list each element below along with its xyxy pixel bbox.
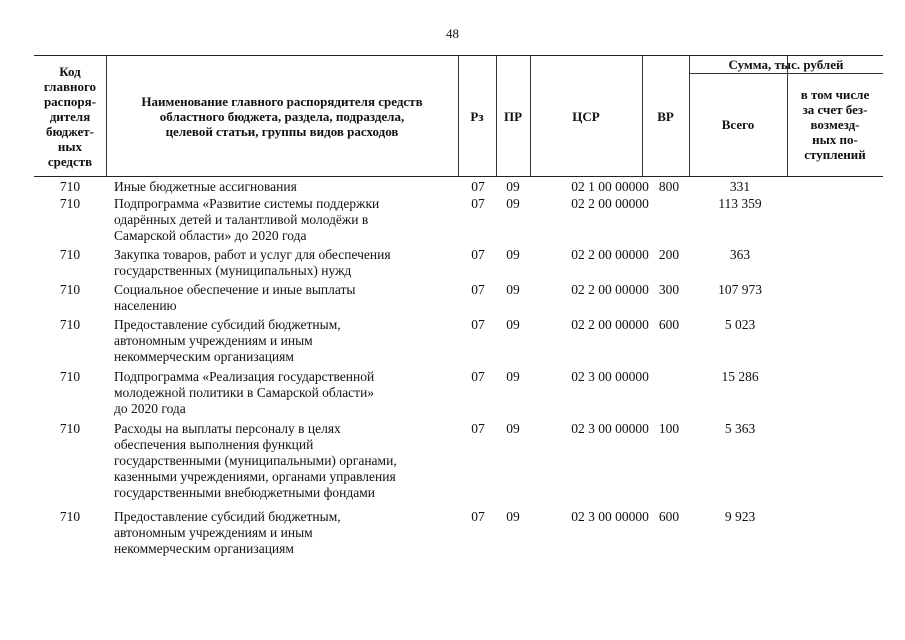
cell-csr: 02 2 00 00000 xyxy=(571,247,649,262)
cell-total: 113 359 xyxy=(718,196,762,211)
header-sum: Сумма, тыс. рублей xyxy=(728,57,844,72)
cell-rz: 07 xyxy=(471,247,485,262)
cell-name: Предоставление субсидий бюджетным, автономным учреждениям и иным некоммерческим организациям xyxy=(114,509,341,556)
cell-rz: 07 xyxy=(471,369,485,384)
cell-code: 710 xyxy=(59,369,81,384)
cell-code: 710 xyxy=(59,421,81,436)
cell-code: 710 xyxy=(59,247,81,262)
table-header xyxy=(34,55,883,177)
cell-total: 363 xyxy=(729,247,751,262)
cell-name: Закупка товаров, работ и услуг для обеспечения государственных (муниципальных) нужд xyxy=(114,247,391,278)
cell-total: 9 923 xyxy=(724,509,756,524)
cell-pr: 09 xyxy=(506,179,520,194)
cell-csr: 02 3 00 00000 xyxy=(571,509,649,524)
cell-code: 710 xyxy=(59,317,81,332)
header-code: Код главного распоря- дителя бюджет- ных средств xyxy=(43,63,97,169)
cell-pr: 09 xyxy=(506,509,520,524)
cell-pr: 09 xyxy=(506,247,520,262)
cell-total: 107 973 xyxy=(718,282,762,297)
header-name: Наименование главного распорядителя средств областного бюджета, раздела, подраздела, целевой статьи, группы видов расходов xyxy=(141,93,423,139)
cell-total: 15 286 xyxy=(721,369,759,384)
cell-csr: 02 3 00 00000 xyxy=(571,369,649,384)
header-vr: ВР xyxy=(657,108,674,124)
cell-vr: 600 xyxy=(658,317,680,332)
cell-csr: 02 1 00 00000 xyxy=(571,179,649,194)
header-incl-grants: в том числе за счет без- возмезд- ных по- ступлений xyxy=(800,87,870,162)
cell-pr: 09 xyxy=(506,317,520,332)
cell-rz: 07 xyxy=(471,509,485,524)
cell-csr: 02 2 00 00000 xyxy=(571,317,649,332)
cell-pr: 09 xyxy=(506,282,520,297)
cell-vr: 600 xyxy=(658,509,680,524)
cell-vr: 200 xyxy=(658,247,680,262)
cell-name: Социальное обеспечение и иные выплаты населению xyxy=(114,282,356,313)
header-csr: ЦСР xyxy=(572,108,600,124)
cell-name: Подпрограмма «Реализация государственной молодежной политики в Самарской области» до 2020 года xyxy=(114,369,375,416)
cell-csr: 02 2 00 00000 xyxy=(571,196,649,211)
cell-total: 331 xyxy=(729,179,751,194)
cell-rz: 07 xyxy=(471,179,485,194)
cell-pr: 09 xyxy=(506,196,520,211)
header-rz: Рз xyxy=(470,108,484,124)
cell-code: 710 xyxy=(59,282,81,297)
cell-total: 5 023 xyxy=(724,317,756,332)
cell-pr: 09 xyxy=(506,421,520,436)
header-total: Всего xyxy=(721,117,755,132)
cell-code: 710 xyxy=(59,196,81,211)
cell-vr: 100 xyxy=(658,421,680,436)
cell-code: 710 xyxy=(59,179,81,194)
cell-name: Предоставление субсидий бюджетным, автономным учреждениям и иным некоммерческим организациям xyxy=(114,317,341,364)
cell-csr: 02 2 00 00000 xyxy=(571,282,649,297)
page-number: 48 xyxy=(446,26,459,41)
cell-rz: 07 xyxy=(471,421,485,436)
cell-rz: 07 xyxy=(471,282,485,297)
cell-vr: 800 xyxy=(658,179,680,194)
cell-name: Иные бюджетные ассигнования xyxy=(114,179,297,194)
header-pr: ПР xyxy=(503,108,523,124)
cell-pr: 09 xyxy=(506,369,520,384)
cell-vr: 300 xyxy=(658,282,680,297)
cell-total: 5 363 xyxy=(724,421,756,436)
cell-code: 710 xyxy=(59,509,81,524)
cell-name: Расходы на выплаты персоналу в целях обеспечения выполнения функций государственными (муниципальными) органами, казенными учреждениями, органами управления государственными внебюджетными фондами xyxy=(114,421,397,500)
cell-csr: 02 3 00 00000 xyxy=(571,421,649,436)
cell-name: Подпрограмма «Развитие системы поддержки одарённых детей и талантливой молодёжи в Самарской области» до 2020 года xyxy=(114,196,380,243)
cell-rz: 07 xyxy=(471,196,485,211)
cell-rz: 07 xyxy=(471,317,485,332)
